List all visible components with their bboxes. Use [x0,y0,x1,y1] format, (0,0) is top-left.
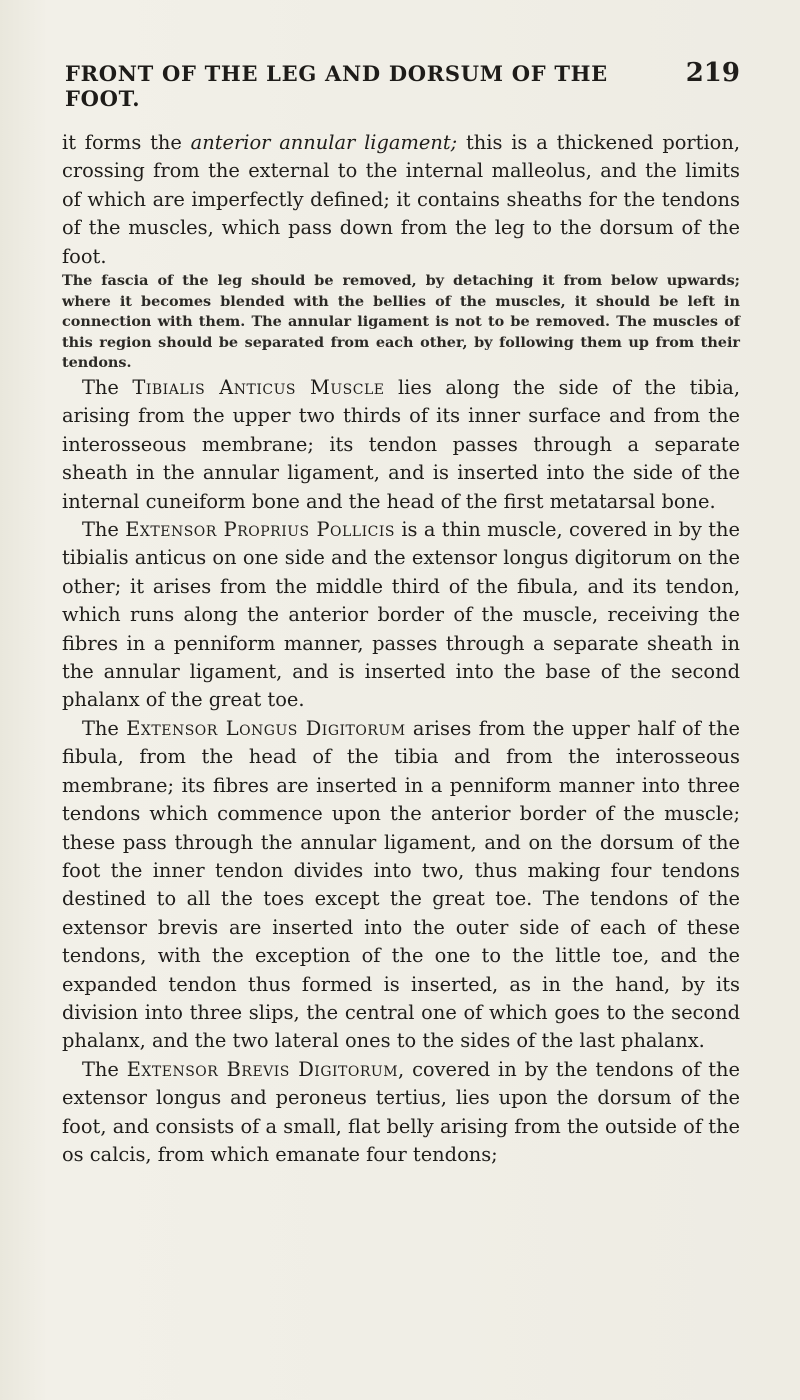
paragraph-lead: The [82,376,133,399]
paragraph-tibialis-anticus [62,374,740,516]
muscle-name: Extensor Longus Digitorum [126,716,406,740]
paragraph-lead: The [82,716,127,740]
muscle-name: Extensor Proprius Pollicis [125,518,395,542]
paragraph-text: it forms the [62,131,191,154]
muscle-name: Extensor Brevis Digitorum [126,1057,399,1081]
paragraph-extensor-longus-digitorum [62,715,740,1056]
paragraph-text: arises from the upper half of the fibula, from the head of the tibia and from the interosseous membrane; its fibres are inserted in a penniform manner into three tendons which commence upon the anterior border of the muscle; these pass through the annular ligament, and on the dorsum of the foot the inner tendon divides into two, thus making four tendons destined to all the toes except the great toe. The tendons of the extensor brevis are inserted into the outer side of each of these tendons, with the exception of the one to the little toe, and the expanded tendon thus formed is inserted, as in the hand, by its division into three slips, the central one of which goes to the second phalanx, and the two lateral ones to the sides of the last phalanx. [62,716,740,1053]
running-head: FRONT OF THE LEG AND DORSUM OF THE FOOT. [65,61,608,111]
paragraph-lead: The [82,518,126,542]
muscle-name: Tibialis Anticus Muscle [132,376,385,399]
page-header [62,58,740,111]
dissection-note: The fascia of the leg should be removed, by detaching it from below upwards; where it becomes blended with the bellies of the muscles, it should be left in connection with them. The annular ligament is not to be removed. The muscles of this region should be separated from each other, by following them up from their tendons. [62,272,740,372]
paragraph-text: this is a thickened portion, crossing from the external to the internal malleolus, and the limits of which are imperfectly defined; it contains sheaths for the tendons of the muscles, which pass down from the leg to the dorsum of the foot. [62,131,741,268]
paragraph-extensor-brevis-digitorum [62,1056,740,1170]
italic-term: anterior annular ligament; [190,131,458,154]
paragraph-extensor-proprius-pollicis [62,516,740,715]
paragraph-lead: The [82,1057,127,1081]
body-text [62,129,740,1169]
paragraph-text: , covered in by the tendons of the extensor longus and peroneus tertius, lies upon the dorsum of the foot, and consists of a small, flat belly arising from the outside of the os calcis, from which emanate four tendons; [62,1057,741,1166]
paragraph-annular-ligament [62,129,740,271]
paragraph-text: is a thin muscle, covered in by the tibialis anticus on one side and the extensor longus digitorum on the other; it arises from the middle third of the fibula, and its tendon, which runs along the anterior border of the muscle, receiving the fibres in a penniform manner, passes through a separate sheath in the annular ligament, and is inserted into the base of the second phalanx of the great toe. [62,518,741,712]
page-number: 219 [685,58,740,88]
paragraph-text: lies along the side of the tibia, arising from the upper two thirds of its inner surface and from the interosseous membrane; its tendon passes through a separate sheath in the annular ligament, and is inserted into the side of the internal cuneiform bone and the head of the first metatarsal bone. [62,376,740,513]
